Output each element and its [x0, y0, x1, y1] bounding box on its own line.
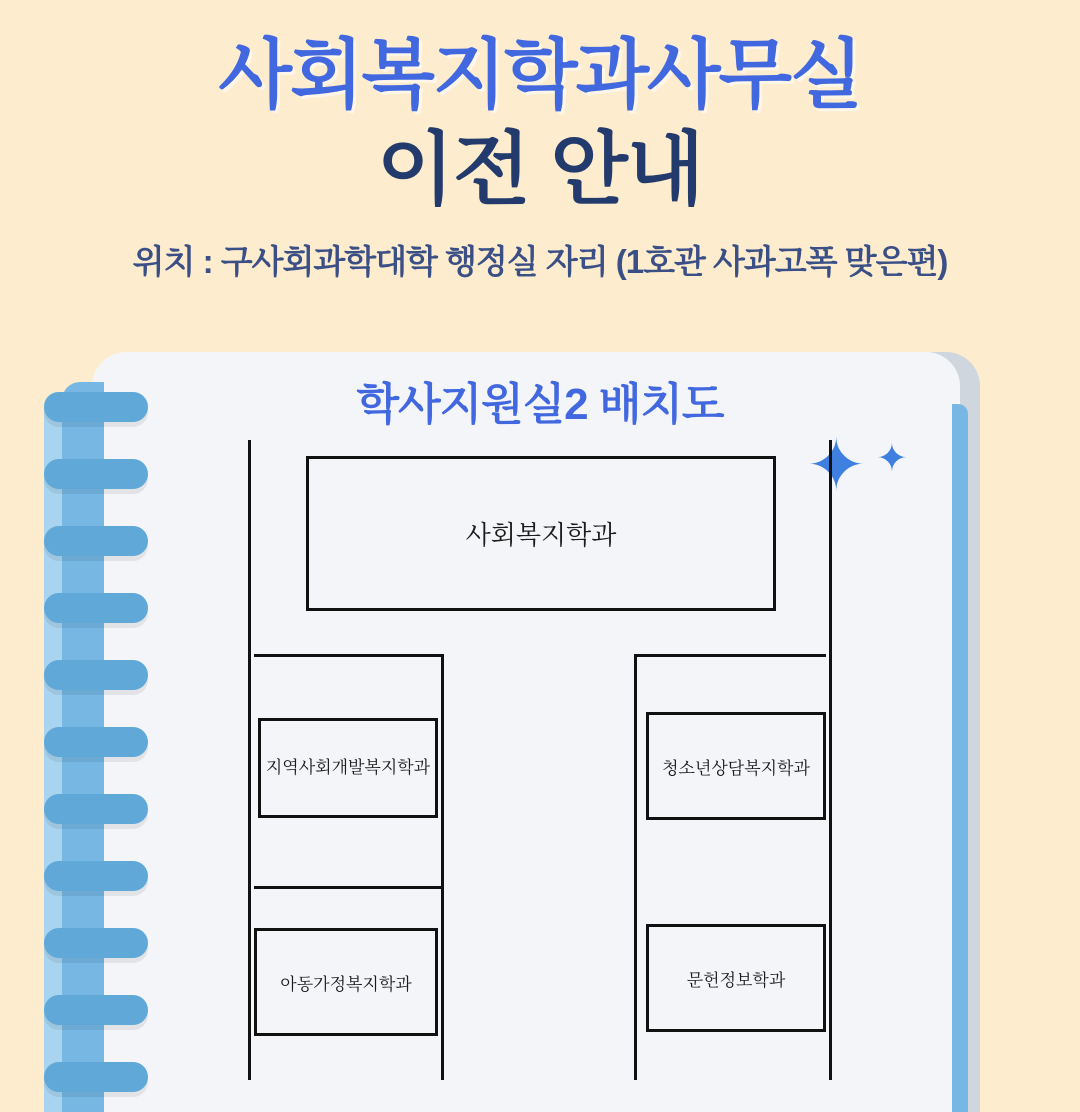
poster-header: [0, 0, 1080, 283]
floor-plan: [248, 440, 832, 1080]
room-social-welfare: 사회복지학과: [306, 456, 776, 611]
spiral-ring: [44, 995, 148, 1025]
page-title-secondary: 이전 안내: [376, 125, 704, 214]
spiral-ring: [44, 1062, 148, 1092]
room-community-development: 지역사회개발복지학과: [258, 718, 438, 818]
page-title-primary: 사회복지학과사무실: [218, 33, 862, 118]
room-child-family-welfare: 아동가정복지학과: [254, 928, 438, 1036]
spiral-ring: [44, 660, 148, 690]
plan-wall-left-top: [254, 654, 444, 657]
spiral-ring: [44, 593, 148, 623]
sparkle-icon: ✦: [806, 426, 867, 506]
spiral-ring: [44, 459, 148, 489]
location-subtitle: 위치 : 구사회과학대학 행정실 자리 (1호관 사과고폭 맞은편): [132, 243, 948, 280]
spiral-ring: [44, 861, 148, 891]
plan-wall-left-mid: [254, 886, 444, 889]
room-youth-counseling: 청소년상담복지학과: [646, 712, 826, 820]
spiral-ring: [44, 928, 148, 958]
room-library-info-science: 문헌정보학과: [646, 924, 826, 1032]
spiral-ring: [44, 727, 148, 757]
spiral-ring: [44, 526, 148, 556]
plan-wall-right-top: [634, 654, 826, 657]
spiral-ring: [44, 794, 148, 824]
sparkle-icon: ✦: [876, 438, 908, 480]
diagram-title: 학사지원실2 배치도: [356, 380, 724, 429]
plan-wall-left-vertical: [441, 654, 444, 1080]
plan-wall-right-vertical: [634, 654, 637, 1080]
notebook-right-edge: [952, 404, 968, 1112]
